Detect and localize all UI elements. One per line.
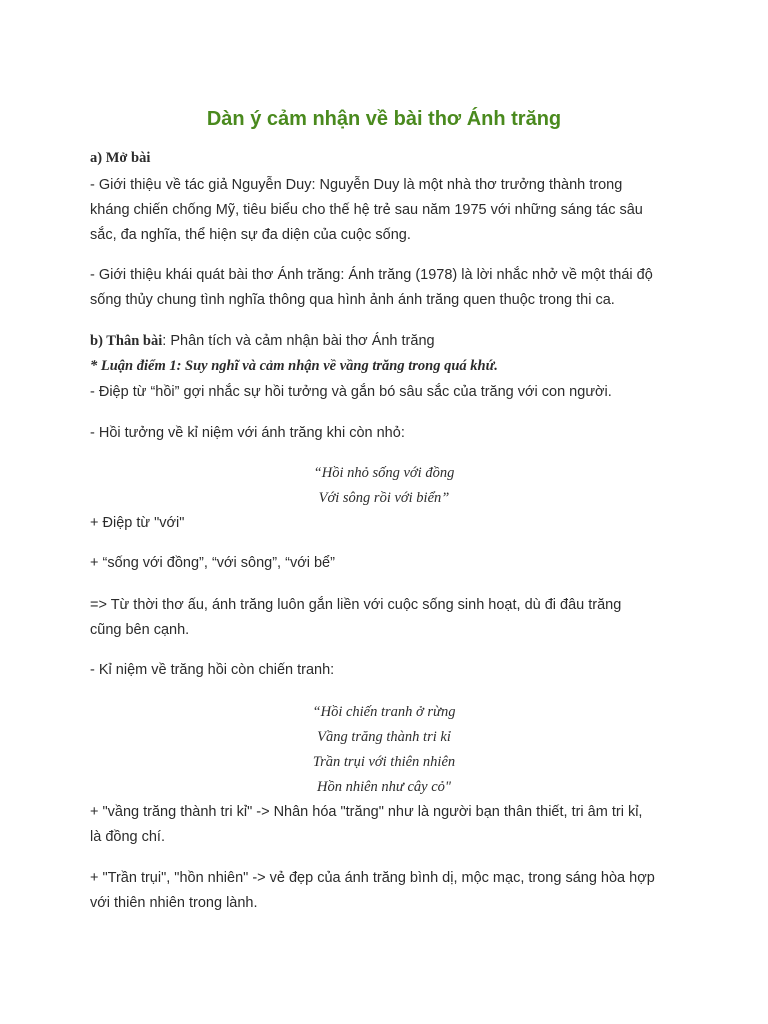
page-title: Dàn ý cảm nhận về bài thơ Ánh trăng bbox=[206, 108, 562, 130]
than-bai-heading-line bbox=[90, 333, 435, 350]
poem2-line3: Trần trụi với thiên nhiên bbox=[312, 754, 456, 770]
diep-tu-hoi: - Điệp từ “hồi” gợi nhắc sự hồi tưởng và gắn bó sâu sắc của trăng với con người. bbox=[90, 384, 612, 400]
vang-trang-line1: + "vầng trăng thành tri kỉ" -> Nhân hóa "trăng" như là người bạn thân thiết, tri âm tri kỉ, bbox=[90, 804, 643, 820]
tu-tho-au-line1: => Từ thời thơ ấu, ánh trăng luôn gắn liền với cuộc sống sinh hoạt, dù đi đâu trăng bbox=[90, 597, 622, 613]
poem2-line2: Vầng trăng thành tri kỉ bbox=[317, 729, 451, 745]
hoi-tuong: - Hồi tưởng về kỉ niệm với ánh trăng khi còn nhỏ: bbox=[90, 425, 405, 441]
tran-trui-line2: với thiên nhiên trong lành. bbox=[90, 895, 258, 911]
poem1-line2: Với sông rồi với biển” bbox=[318, 490, 450, 506]
poem2-line1: “Hồi chiến tranh ở rừng bbox=[312, 704, 456, 720]
poem1-line1: “Hồi nhỏ sống với đồng bbox=[313, 465, 455, 481]
mo-bai-para2-line1: - Giới thiệu khái quát bài thơ Ánh trăng: Ánh trăng (1978) là lời nhắc nhở về một thái độ bbox=[90, 267, 653, 283]
vang-trang-line2: là đồng chí. bbox=[90, 829, 165, 845]
mo-bai-para2-line2: sống thủy chung tình nghĩa thông qua hình ảnh ánh trăng quen thuộc trong thi ca. bbox=[90, 292, 615, 308]
tran-trui-line1: + "Trần trụi", "hồn nhiên" -> vẻ đẹp của ánh trăng bình dị, mộc mạc, trong sáng hòa hợp bbox=[90, 870, 655, 886]
than-bai-heading-rest: : Phân tích và cảm nhận bài thơ Ánh trăng bbox=[162, 333, 435, 349]
tu-tho-au-line2: cũng bên cạnh. bbox=[90, 622, 190, 638]
poem2-line4: Hồn nhiên như cây cỏ" bbox=[317, 779, 451, 795]
song-voi-dong: + “sống với đồng”, “với sông”, “với bể” bbox=[90, 555, 335, 571]
mo-bai-heading: a) Mở bài bbox=[90, 150, 151, 166]
diep-tu-voi: + Điệp từ "với" bbox=[90, 515, 185, 531]
mo-bai-para1-line1: - Giới thiệu về tác giả Nguyễn Duy: Nguyễn Duy là một nhà thơ trưởng thành trong bbox=[90, 177, 623, 193]
ki-niem-chien-tranh: - Kỉ niệm về trăng hồi còn chiến tranh: bbox=[90, 662, 335, 678]
luan-diem-1: * Luận điểm 1: Suy nghĩ và cảm nhận về vầng trăng trong quá khứ. bbox=[90, 358, 498, 374]
mo-bai-para1-line3: sắc, đa nghĩa, thể hiện sự đa diện của cuộc sống. bbox=[90, 227, 411, 243]
mo-bai-para1-line2: kháng chiến chống Mỹ, tiêu biểu cho thế hệ trẻ sau năm 1975 với những sáng tác sâu bbox=[90, 202, 643, 218]
than-bai-heading: b) Thân bài bbox=[90, 333, 163, 349]
